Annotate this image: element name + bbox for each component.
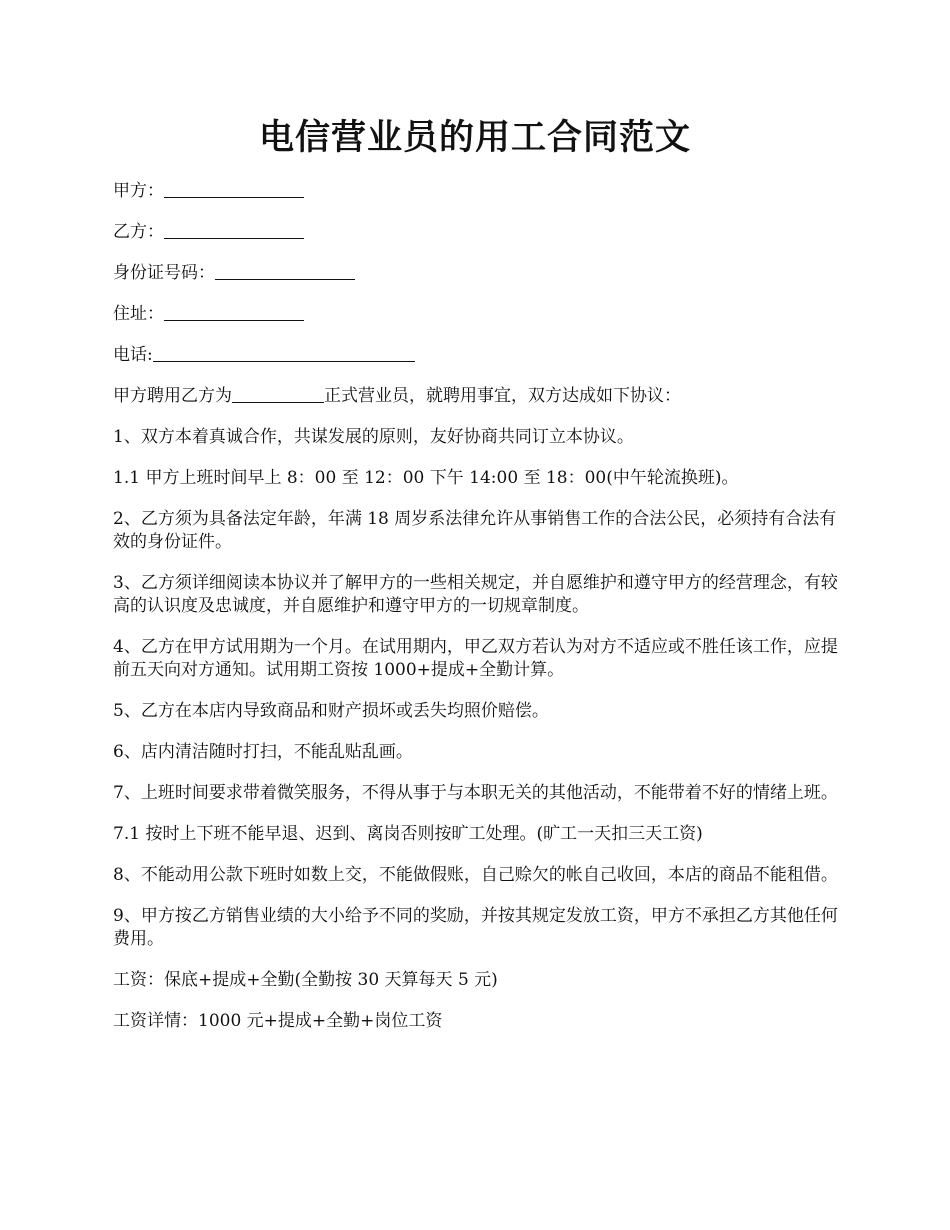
- clause-4: 4、乙方在甲方试用期为一个月。在试用期内，甲乙双方若认为对方不适应或不胜任该工作，应提前五天向对方通知。试用期工资按 1000+提成+全勤计算。: [113, 637, 838, 680]
- clause-5: 5、乙方在本店内导致商品和财产损坏或丢失均照价赔偿。: [113, 701, 549, 721]
- blank-line: [215, 263, 355, 280]
- wage-detail-line: 工资详情：1000 元+提成+全勤+岗位工资: [113, 1011, 443, 1031]
- field-label: 电话:: [113, 345, 153, 365]
- intro-before: 甲方聘用乙方为: [113, 386, 232, 406]
- blank-line: [164, 222, 304, 239]
- clause-3: 3、乙方须详细阅读本协议并了解甲方的一些相关规定，并自愿维护和遵守甲方的经营理念，有较高的认识度及忠诚度，并自愿维护和遵守甲方的一切规章制度。: [113, 573, 838, 616]
- clause-6: 6、店内清洁随时打扫，不能乱贴乱画。: [113, 742, 413, 762]
- field-label: 乙方：: [113, 222, 164, 242]
- clause-1: 1、双方本着真诚合作，共谋发展的原则，友好协商共同订立本协议。: [113, 427, 634, 447]
- blank-line: [153, 345, 415, 362]
- clause-1-1: 1.1 甲方上班时间早上 8：00 至 12：00 下午 14:00 至 18：00(中午轮流换班)。: [113, 468, 739, 488]
- field-label: 甲方：: [113, 181, 164, 201]
- wage-line: 工资：保底+提成+全勤(全勤按 30 天算每天 5 元): [113, 970, 498, 990]
- document-body: [113, 180, 838, 1051]
- clause-8: 8、不能动用公款下班时如数上交，不能做假账，自己赊欠的帐自己收回，本店的商品不能租借。: [113, 865, 838, 885]
- intro-after: 正式营业员，就聘用事宜，双方达成如下协议：: [324, 386, 681, 406]
- field-id-number: [113, 262, 838, 285]
- field-phone: [113, 344, 838, 367]
- field-label: 身份证号码：: [113, 263, 215, 283]
- blank-line: [164, 304, 304, 321]
- intro-paragraph: [113, 385, 838, 408]
- field-address: [113, 303, 838, 326]
- field-party-b: [113, 221, 838, 244]
- blank-line: [232, 386, 324, 403]
- clause-7-1: 7.1 按时上下班不能早退、迟到、离岗否则按旷工处理。(旷工一天扣三天工资): [113, 824, 703, 844]
- blank-line: [164, 181, 304, 198]
- field-party-a: [113, 180, 838, 203]
- clause-2: 2、乙方须为具备法定年龄，年满 18 周岁系法律允许从事销售工作的合法公民，必须持有合法有效的身份证件。: [113, 509, 837, 552]
- clause-7: 7、上班时间要求带着微笑服务，不得从事于与本职无关的其他活动，不能带着不好的情绪上班。: [113, 783, 838, 803]
- field-label: 住址：: [113, 304, 164, 324]
- document-title: 电信营业员的用工合同范文: [258, 117, 691, 158]
- clause-9: 9、甲方按乙方销售业绩的大小给予不同的奖励，并按其规定发放工资，甲方不承担乙方其他任何费用。: [113, 906, 838, 949]
